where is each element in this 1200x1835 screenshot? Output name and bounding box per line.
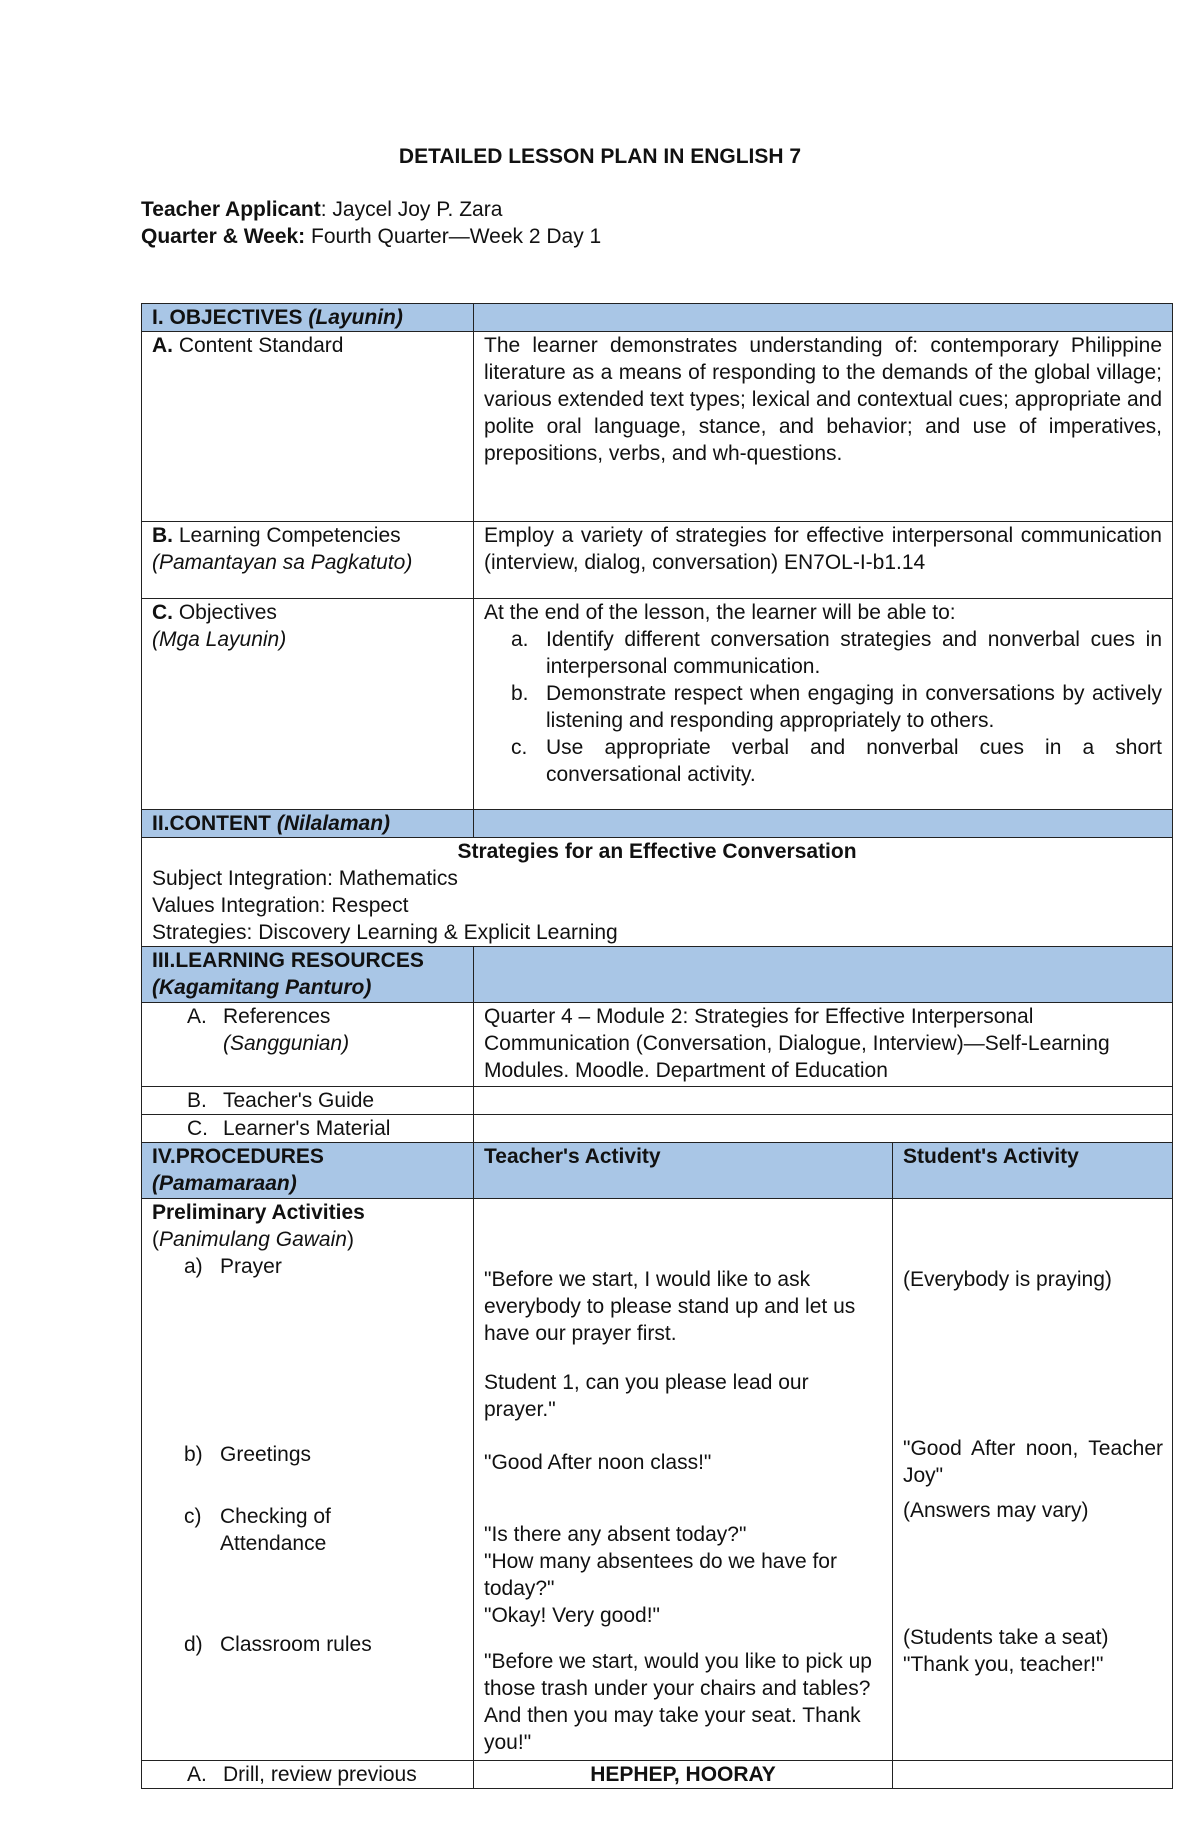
references-row <box>142 1003 1173 1087</box>
resources-header-row <box>142 947 1173 1003</box>
preliminary-subtitle: (Panimulang Gawain) <box>152 1228 354 1251</box>
student-rules-1: (Students take a seat) <box>903 1626 1109 1649</box>
references-label: A. References (Sanggunian) <box>142 1003 474 1087</box>
student-rules-2: "Thank you, teacher!" <box>903 1653 1104 1676</box>
drill-title: HEPHEP, HOORAY <box>474 1761 893 1789</box>
drill-row <box>142 1761 1173 1789</box>
content-body-row <box>142 838 1173 947</box>
content-header-row <box>142 810 1173 838</box>
preliminary-row <box>142 1199 1173 1761</box>
objectives-label: C. Objectives (Mga Layunin) <box>142 599 474 810</box>
references-text: Quarter 4 – Module 2: Strategies for Effective Interpersonal Communication (Conversation, Dialogue, Interview)—Self-Learning Modules. Moodle. Department of Education <box>474 1003 1173 1087</box>
content-standard-row <box>142 332 1173 522</box>
preliminary-title: Preliminary Activities <box>152 1201 365 1224</box>
objective-item: b. Demonstrate respect when engaging in conversations by actively listening and responding appropriately to others. <box>511 682 1162 732</box>
teacher-prayer-1: "Before we start, I would like to ask everybody to please stand up and let us have our prayer first. <box>484 1268 856 1345</box>
teacher-rules: "Before we start, would you like to pick up those trash under your chairs and tables? And then you may take your seat. Thank you!" <box>484 1650 872 1754</box>
teacher-attendance-3: "Okay! Very good!" <box>484 1604 660 1627</box>
lesson-plan-table <box>141 303 1173 1789</box>
teacher-attendance-2: "How many absentees do we have for today?" <box>484 1550 837 1600</box>
learners-material-label: C. Learner's Material <box>142 1115 474 1143</box>
teacher-attendance-1: "Is there any absent today?" <box>484 1523 747 1546</box>
strategies: Strategies: Discovery Learning & Explicit Learning <box>152 921 618 944</box>
teacher-applicant <box>141 196 502 223</box>
prelim-item-greetings: b) Greetings <box>184 1443 312 1466</box>
teacher-activity-header: Teacher's Activity <box>474 1143 893 1199</box>
quarter-week <box>141 223 601 250</box>
teacher-activity-prelim <box>474 1199 893 1761</box>
learning-competencies-row <box>142 522 1173 599</box>
prelim-item-rules: d) Classroom rules <box>184 1633 372 1656</box>
objectives-text <box>474 599 1173 810</box>
quarter-value: Fourth Quarter—Week 2 Day 1 <box>305 225 602 248</box>
content-standard-label: A. Content Standard <box>142 332 474 522</box>
objective-item: c. Use appropriate verbal and nonverbal cues in a short conversational activity. <box>511 736 1162 786</box>
student-activity-prelim <box>893 1199 1173 1761</box>
quarter-label: Quarter & Week: <box>141 225 306 248</box>
objectives-header-row <box>142 304 1173 332</box>
objectives-intro: At the end of the lesson, the learner will be able to: <box>484 601 956 624</box>
learning-competencies-label: B. Learning Competencies (Pamantayan sa Pagkatuto) <box>142 522 474 599</box>
prelim-item-attendance: c) Checking of Attendance <box>184 1505 331 1555</box>
learning-competencies-text: Employ a variety of strategies for effective interpersonal communication (interview, dialog, conversation) EN7OL-I-b1.14 <box>474 522 1173 599</box>
teachers-guide-label: B. Teacher's Guide <box>142 1087 474 1115</box>
procedures-header-row <box>142 1143 1173 1199</box>
drill-label: A. Drill, review previous <box>142 1761 474 1789</box>
content-topic: Strategies for an Effective Conversation <box>457 840 857 863</box>
values-integration: Values Integration: Respect <box>152 894 409 917</box>
teacher-label: Teacher Applicant <box>141 198 321 221</box>
student-greeting: "Good After noon, Teacher Joy" <box>903 1437 1163 1487</box>
content-body <box>142 838 1173 947</box>
student-activity-header: Student's Activity <box>893 1143 1173 1199</box>
student-prayer: (Everybody is praying) <box>903 1268 1112 1291</box>
preliminary-label <box>142 1199 474 1761</box>
procedures-header: IV.PROCEDURES (Pamamaraan) <box>142 1143 474 1199</box>
objectives-header: I. OBJECTIVES (Layunin) <box>142 304 474 332</box>
resources-header: III.LEARNING RESOURCES (Kagamitang Panturo) <box>142 947 474 1003</box>
student-attendance: (Answers may vary) <box>903 1499 1089 1522</box>
subject-integration: Subject Integration: Mathematics <box>152 867 458 890</box>
content-standard-text: The learner demonstrates understanding of: contemporary Philippine literature as a means of responding to the demands of the global village; various extended text types; lexical and contextual cues; appropriate and polite oral language, stance, and behavior; and use of imperatives, prepositions, verbs, and wh-questions. <box>474 332 1173 522</box>
objective-item: a. Identify different conversation strategies and nonverbal cues in interpersonal communication. <box>511 628 1162 678</box>
teacher-prayer-2: Student 1, can you please lead our prayer." <box>484 1371 809 1421</box>
page-title: DETAILED LESSON PLAN IN ENGLISH 7 <box>398 145 802 168</box>
prelim-item-prayer: a) Prayer <box>184 1255 282 1278</box>
objectives-list <box>484 626 1162 788</box>
teacher-greeting: "Good After noon class!" <box>484 1451 712 1474</box>
teachers-guide-row <box>142 1087 1173 1115</box>
objectives-row <box>142 599 1173 810</box>
teacher-value: : Jaycel Joy P. Zara <box>320 198 503 221</box>
content-header: II.CONTENT (Nilalaman) <box>142 810 474 838</box>
learners-material-row <box>142 1115 1173 1143</box>
